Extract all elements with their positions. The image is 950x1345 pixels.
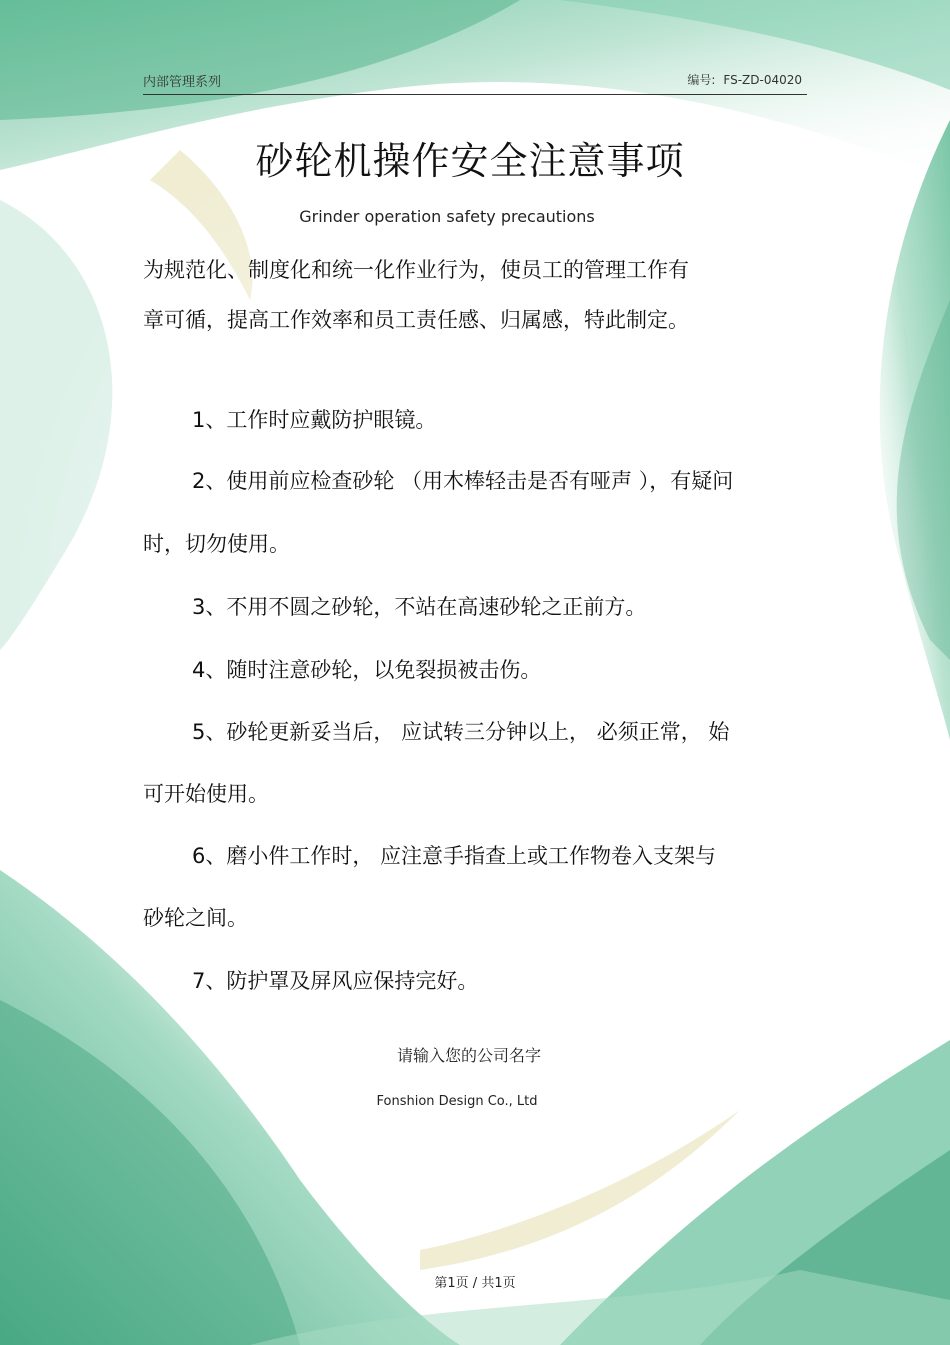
header-code — [687, 71, 802, 88]
rule-item-6: 6、磨小件工作时， 应注意手指查上或工作物卷入支架与 — [192, 844, 717, 868]
rule-item-2: 2、使用前应检查砂轮 （用木棒轻击是否有哑声 ），有疑问 — [192, 469, 734, 493]
intro-line-1: 为规范化、制度化和统一化作业行为，使员工的管理工作有 — [143, 258, 689, 282]
header-series: 内部管理系列 — [143, 75, 222, 90]
rule-item-1: 1、工作时应戴防护眼镜。 — [192, 408, 437, 432]
rule-item-2-continued: 时，切勿使用。 — [143, 532, 290, 556]
rule-item-5-continued: 可开始使用。 — [143, 782, 269, 806]
document-subtitle: Grinder operation safety precautions — [299, 207, 595, 226]
rule-item-6-continued: 砂轮之间。 — [143, 906, 248, 930]
rule-item-3: 3、不用不圆之砂轮，不站在高速砂轮之正前方。 — [192, 595, 647, 619]
company-name-cn: 请输入您的公司名字 — [396, 1046, 541, 1065]
rule-item-4: 4、随时注意砂轮，以免裂损被击伤。 — [192, 658, 542, 682]
rule-item-7: 7、防护罩及屏风应保持完好。 — [192, 969, 479, 993]
company-name-en: Fonshion Design Co., Ltd — [376, 1094, 538, 1109]
document-title: 砂轮机操作安全注意事项 — [255, 139, 685, 183]
header-code-label: 编号: — [687, 73, 716, 87]
header-code-value: FS-ZD-04020 — [723, 73, 802, 87]
header-divider — [143, 94, 807, 95]
page-number: 第1页 / 共1页 — [434, 1276, 516, 1291]
rule-item-5: 5、砂轮更新妥当后， 应试转三分钟以上， 必须正常， 始 — [192, 720, 730, 744]
intro-line-2: 章可循，提高工作效率和员工责任感、归属感，特此制定。 — [143, 308, 689, 332]
